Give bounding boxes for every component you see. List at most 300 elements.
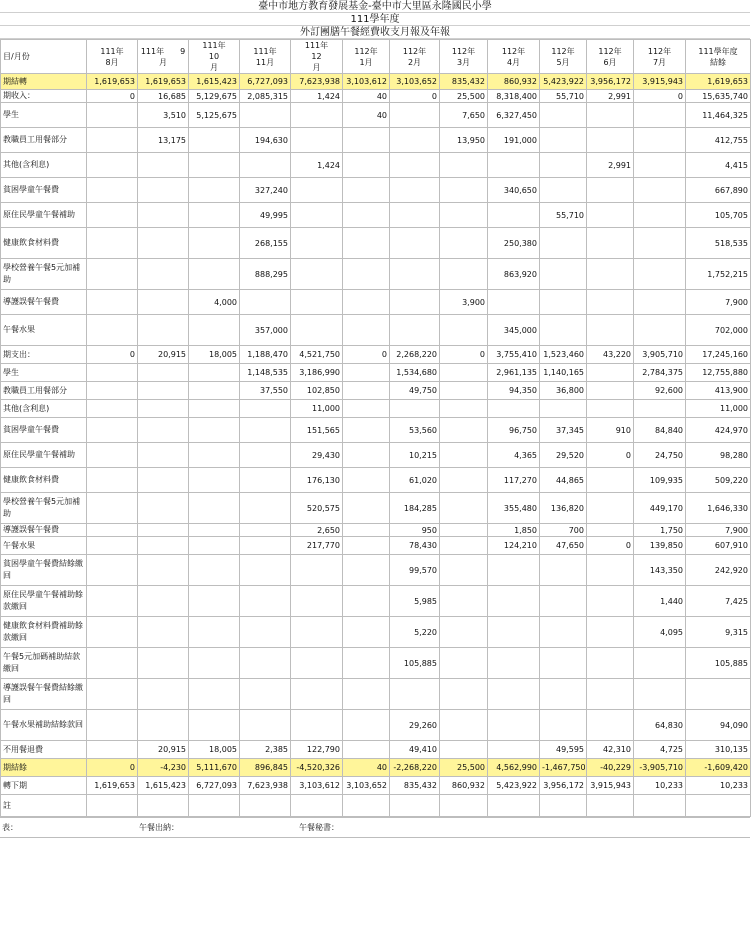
value-cell bbox=[343, 741, 390, 759]
value-cell bbox=[343, 617, 390, 648]
row-label: 學校營養午餐5元加補助 bbox=[1, 493, 87, 524]
value-cell: 835,432 bbox=[390, 777, 440, 795]
value-cell: 6,327,450 bbox=[488, 103, 540, 128]
value-cell bbox=[587, 128, 634, 153]
value-cell bbox=[587, 679, 634, 710]
value-cell: 7,623,938 bbox=[240, 777, 291, 795]
table-row bbox=[1, 90, 751, 103]
value-cell bbox=[189, 468, 240, 493]
value-cell: 176,130 bbox=[291, 468, 343, 493]
value-cell bbox=[440, 259, 488, 290]
value-cell bbox=[440, 382, 488, 400]
header-month-year: 112年 bbox=[501, 46, 526, 56]
value-cell bbox=[138, 364, 189, 382]
value-cell: 2,784,375 bbox=[634, 364, 686, 382]
value-cell: 7,623,938 bbox=[291, 74, 343, 90]
value-cell bbox=[343, 537, 390, 555]
value-cell bbox=[87, 228, 138, 259]
table-row bbox=[1, 290, 751, 315]
value-cell: 355,480 bbox=[488, 493, 540, 524]
value-cell bbox=[634, 128, 686, 153]
table-row bbox=[1, 648, 751, 679]
value-cell bbox=[587, 400, 634, 418]
value-cell: 12,755,880 bbox=[686, 364, 751, 382]
value-cell: 102,850 bbox=[291, 382, 343, 400]
value-cell: 3,905,710 bbox=[634, 346, 686, 364]
value-cell bbox=[87, 315, 138, 346]
row-label: 午餐水果 bbox=[1, 537, 87, 555]
value-cell bbox=[240, 468, 291, 493]
value-cell: 860,932 bbox=[440, 777, 488, 795]
value-cell bbox=[540, 128, 587, 153]
table-row bbox=[1, 759, 751, 777]
value-cell: 424,970 bbox=[686, 418, 751, 443]
value-cell bbox=[343, 382, 390, 400]
value-cell: 2,268,220 bbox=[390, 346, 440, 364]
value-cell bbox=[540, 555, 587, 586]
row-label: 健康飲食材料費補助餘款繳回 bbox=[1, 617, 87, 648]
value-cell bbox=[138, 382, 189, 400]
value-cell bbox=[189, 537, 240, 555]
value-cell bbox=[390, 400, 440, 418]
value-cell: 702,000 bbox=[686, 315, 751, 346]
row-label: 期結轉 bbox=[1, 74, 87, 90]
table-row bbox=[1, 493, 751, 524]
value-cell bbox=[440, 710, 488, 741]
table-row bbox=[1, 468, 751, 493]
value-cell: -2,268,220 bbox=[390, 759, 440, 777]
value-cell bbox=[87, 679, 138, 710]
value-cell bbox=[343, 128, 390, 153]
row-label: 期收入： bbox=[1, 90, 87, 103]
table-row bbox=[1, 400, 751, 418]
value-cell bbox=[587, 228, 634, 259]
value-cell bbox=[189, 443, 240, 468]
header-month-year: 111年 9 bbox=[140, 46, 186, 56]
value-cell bbox=[390, 128, 440, 153]
value-cell bbox=[87, 103, 138, 128]
value-cell bbox=[138, 228, 189, 259]
value-cell: 49,595 bbox=[540, 741, 587, 759]
row-label: 導護誤餐午餐費 bbox=[1, 524, 87, 537]
header-month-year: 112年 bbox=[354, 46, 378, 56]
value-cell bbox=[240, 617, 291, 648]
row-label: 其他(含利息) bbox=[1, 153, 87, 178]
value-cell: 3,103,612 bbox=[343, 74, 390, 90]
value-cell: 117,270 bbox=[488, 468, 540, 493]
value-cell bbox=[138, 259, 189, 290]
value-cell bbox=[138, 524, 189, 537]
value-cell: 667,890 bbox=[686, 178, 751, 203]
title-school: 臺中市地方教育發展基金-臺中市大里區永隆國民小學 bbox=[0, 0, 750, 13]
footer-label-cashier: 午餐出納： bbox=[137, 818, 297, 838]
value-cell bbox=[87, 153, 138, 178]
value-cell bbox=[189, 364, 240, 382]
table-row bbox=[1, 315, 751, 346]
value-cell: 1,850 bbox=[488, 524, 540, 537]
value-cell bbox=[87, 400, 138, 418]
value-cell: 7,900 bbox=[686, 290, 751, 315]
row-label: 轉下期 bbox=[1, 777, 87, 795]
value-cell bbox=[87, 178, 138, 203]
value-cell bbox=[634, 679, 686, 710]
value-cell: 3,103,652 bbox=[390, 74, 440, 90]
value-cell: -40,229 bbox=[587, 759, 634, 777]
header-month-12 bbox=[686, 40, 751, 74]
value-cell bbox=[634, 290, 686, 315]
value-cell: 11,464,325 bbox=[686, 103, 751, 128]
value-cell bbox=[189, 710, 240, 741]
value-cell bbox=[587, 203, 634, 228]
value-cell: 105,885 bbox=[390, 648, 440, 679]
header-month-label: 5月 bbox=[556, 57, 570, 67]
value-cell: 1,619,653 bbox=[87, 777, 138, 795]
value-cell: 3,103,612 bbox=[291, 777, 343, 795]
value-cell: 10,233 bbox=[634, 777, 686, 795]
value-cell bbox=[189, 679, 240, 710]
value-cell: 2,961,135 bbox=[488, 364, 540, 382]
value-cell bbox=[440, 679, 488, 710]
table-row bbox=[1, 679, 751, 710]
table-row bbox=[1, 741, 751, 759]
table-body bbox=[1, 74, 751, 817]
value-cell: -1,609,420 bbox=[686, 759, 751, 777]
value-cell bbox=[189, 795, 240, 817]
value-cell bbox=[587, 493, 634, 524]
value-cell: 1,646,330 bbox=[686, 493, 751, 524]
header-month-label: 月 bbox=[312, 63, 321, 72]
value-cell bbox=[87, 741, 138, 759]
value-cell: 37,345 bbox=[540, 418, 587, 443]
value-cell bbox=[390, 103, 440, 128]
value-cell bbox=[138, 418, 189, 443]
value-cell: 217,770 bbox=[291, 537, 343, 555]
value-cell bbox=[87, 537, 138, 555]
value-cell bbox=[291, 228, 343, 259]
value-cell bbox=[240, 153, 291, 178]
value-cell bbox=[440, 153, 488, 178]
value-cell: 9,315 bbox=[686, 617, 751, 648]
value-cell bbox=[390, 259, 440, 290]
value-cell bbox=[87, 290, 138, 315]
value-cell bbox=[440, 315, 488, 346]
value-cell bbox=[540, 617, 587, 648]
value-cell bbox=[343, 710, 390, 741]
value-cell bbox=[240, 795, 291, 817]
table-row bbox=[1, 777, 751, 795]
value-cell: 143,350 bbox=[634, 555, 686, 586]
value-cell: 10,233 bbox=[686, 777, 751, 795]
value-cell bbox=[440, 400, 488, 418]
header-month-year: 111學年度 bbox=[698, 46, 738, 56]
value-cell: 184,285 bbox=[390, 493, 440, 524]
value-cell: 4,415 bbox=[686, 153, 751, 178]
value-cell bbox=[291, 290, 343, 315]
value-cell bbox=[488, 400, 540, 418]
header-month-label: 結餘 bbox=[710, 57, 726, 67]
value-cell bbox=[138, 443, 189, 468]
value-cell: 3,755,410 bbox=[488, 346, 540, 364]
table-row bbox=[1, 203, 751, 228]
value-cell bbox=[686, 679, 751, 710]
value-cell bbox=[240, 586, 291, 617]
value-cell bbox=[587, 617, 634, 648]
value-cell bbox=[189, 203, 240, 228]
value-cell: 242,920 bbox=[686, 555, 751, 586]
value-cell bbox=[87, 555, 138, 586]
value-cell bbox=[343, 259, 390, 290]
table-row bbox=[1, 524, 751, 537]
value-cell: 11,000 bbox=[686, 400, 751, 418]
value-cell: 25,500 bbox=[440, 759, 488, 777]
row-label: 導護誤餐午餐費 bbox=[1, 290, 87, 315]
value-cell bbox=[440, 648, 488, 679]
value-cell bbox=[390, 203, 440, 228]
value-cell: 1,140,165 bbox=[540, 364, 587, 382]
footer-label-form: 表： bbox=[0, 818, 137, 838]
value-cell: 20,915 bbox=[138, 346, 189, 364]
value-cell bbox=[240, 400, 291, 418]
value-cell: 1,424 bbox=[291, 153, 343, 178]
value-cell: -1,467,750 bbox=[540, 759, 587, 777]
value-cell bbox=[634, 228, 686, 259]
value-cell: 4,000 bbox=[189, 290, 240, 315]
value-cell: 5,111,670 bbox=[189, 759, 240, 777]
value-cell: 7,425 bbox=[686, 586, 751, 617]
value-cell: 61,020 bbox=[390, 468, 440, 493]
value-cell: 5,423,922 bbox=[540, 74, 587, 90]
value-cell bbox=[189, 586, 240, 617]
value-cell: 55,710 bbox=[540, 203, 587, 228]
value-cell: 3,915,943 bbox=[587, 777, 634, 795]
value-cell: 64,830 bbox=[634, 710, 686, 741]
value-cell bbox=[189, 382, 240, 400]
value-cell bbox=[138, 537, 189, 555]
value-cell: 191,000 bbox=[488, 128, 540, 153]
value-cell bbox=[343, 178, 390, 203]
value-cell bbox=[138, 586, 189, 617]
value-cell bbox=[390, 228, 440, 259]
value-cell: 0 bbox=[390, 90, 440, 103]
value-cell bbox=[240, 555, 291, 586]
value-cell bbox=[634, 103, 686, 128]
value-cell: 0 bbox=[440, 346, 488, 364]
value-cell: 49,410 bbox=[390, 741, 440, 759]
value-cell bbox=[189, 648, 240, 679]
header-month-0 bbox=[87, 40, 138, 74]
value-cell bbox=[87, 493, 138, 524]
value-cell bbox=[390, 679, 440, 710]
value-cell bbox=[540, 315, 587, 346]
value-cell: 124,210 bbox=[488, 537, 540, 555]
value-cell: 310,135 bbox=[686, 741, 751, 759]
value-cell bbox=[390, 315, 440, 346]
value-cell bbox=[291, 710, 343, 741]
value-cell: 327,240 bbox=[240, 178, 291, 203]
row-label: 導護誤餐午餐費結餘繳回 bbox=[1, 679, 87, 710]
value-cell: 835,432 bbox=[440, 74, 488, 90]
value-cell bbox=[488, 795, 540, 817]
value-cell: 1,615,423 bbox=[138, 777, 189, 795]
value-cell: 40 bbox=[343, 759, 390, 777]
row-label: 原住民學童午餐補助 bbox=[1, 443, 87, 468]
value-cell: 2,991 bbox=[587, 153, 634, 178]
table-row bbox=[1, 153, 751, 178]
value-cell: 25,500 bbox=[440, 90, 488, 103]
header-month-year: 112年 bbox=[551, 46, 575, 56]
title-year: 111學年度 bbox=[0, 13, 750, 26]
header-month-year: 112年 bbox=[598, 46, 622, 56]
value-cell bbox=[87, 795, 138, 817]
value-cell: 449,170 bbox=[634, 493, 686, 524]
table-row bbox=[1, 259, 751, 290]
value-cell bbox=[587, 648, 634, 679]
value-cell bbox=[440, 228, 488, 259]
value-cell: 122,790 bbox=[291, 741, 343, 759]
table-row bbox=[1, 228, 751, 259]
row-label: 期支出： bbox=[1, 346, 87, 364]
value-cell bbox=[240, 648, 291, 679]
value-cell: 1,440 bbox=[634, 586, 686, 617]
value-cell: 44,865 bbox=[540, 468, 587, 493]
value-cell bbox=[634, 259, 686, 290]
value-cell: 0 bbox=[587, 537, 634, 555]
value-cell bbox=[343, 524, 390, 537]
value-cell bbox=[87, 203, 138, 228]
value-cell: 4,562,990 bbox=[488, 759, 540, 777]
value-cell bbox=[440, 468, 488, 493]
value-cell bbox=[240, 710, 291, 741]
header-month-5 bbox=[343, 40, 390, 74]
value-cell: 0 bbox=[634, 90, 686, 103]
row-label: 貧困學童午餐費 bbox=[1, 178, 87, 203]
value-cell: 1,148,535 bbox=[240, 364, 291, 382]
header-month-label: 4月 bbox=[506, 57, 521, 67]
value-cell bbox=[291, 259, 343, 290]
value-cell bbox=[189, 228, 240, 259]
value-cell bbox=[440, 555, 488, 586]
value-cell: 47,650 bbox=[540, 537, 587, 555]
row-label: 健康飲食材料費 bbox=[1, 228, 87, 259]
value-cell bbox=[138, 290, 189, 315]
value-cell: 16,685 bbox=[138, 90, 189, 103]
value-cell bbox=[587, 290, 634, 315]
value-cell bbox=[488, 617, 540, 648]
value-cell: -4,230 bbox=[138, 759, 189, 777]
value-cell bbox=[634, 400, 686, 418]
table-row bbox=[1, 74, 751, 90]
value-cell: 3,900 bbox=[440, 290, 488, 315]
header-month-year: 111年 12 bbox=[304, 41, 345, 61]
value-cell bbox=[189, 400, 240, 418]
value-cell: 5,220 bbox=[390, 617, 440, 648]
value-cell: 0 bbox=[87, 759, 138, 777]
header-month-label: 月 bbox=[210, 63, 218, 72]
row-label: 教職員工用餐部分 bbox=[1, 128, 87, 153]
value-cell: 896,845 bbox=[240, 759, 291, 777]
value-cell: 99,570 bbox=[390, 555, 440, 586]
row-label: 午餐5元加碼補助結款繳回 bbox=[1, 648, 87, 679]
value-cell bbox=[240, 290, 291, 315]
value-cell: 910 bbox=[587, 418, 634, 443]
header-month-10 bbox=[587, 40, 634, 74]
value-cell: 5,125,675 bbox=[189, 103, 240, 128]
value-cell: 105,885 bbox=[686, 648, 751, 679]
value-cell bbox=[587, 315, 634, 346]
value-cell: 40 bbox=[343, 103, 390, 128]
table-row bbox=[1, 364, 751, 382]
value-cell: 250,380 bbox=[488, 228, 540, 259]
value-cell: 0 bbox=[87, 90, 138, 103]
table-row bbox=[1, 555, 751, 586]
value-cell bbox=[343, 443, 390, 468]
value-cell bbox=[488, 679, 540, 710]
value-cell bbox=[343, 555, 390, 586]
value-cell: 24,750 bbox=[634, 443, 686, 468]
value-cell bbox=[390, 178, 440, 203]
header-month-2 bbox=[189, 40, 240, 74]
value-cell: 151,565 bbox=[291, 418, 343, 443]
value-cell bbox=[291, 128, 343, 153]
table-row bbox=[1, 103, 751, 128]
value-cell bbox=[138, 555, 189, 586]
value-cell bbox=[189, 259, 240, 290]
value-cell bbox=[291, 103, 343, 128]
value-cell: 0 bbox=[587, 443, 634, 468]
value-cell bbox=[87, 710, 138, 741]
value-cell bbox=[540, 228, 587, 259]
header-month-label: 8月 bbox=[105, 57, 119, 67]
value-cell bbox=[343, 228, 390, 259]
value-cell bbox=[390, 153, 440, 178]
row-label: 註 bbox=[1, 795, 87, 817]
value-cell: 3,956,172 bbox=[587, 74, 634, 90]
value-cell: 29,430 bbox=[291, 443, 343, 468]
value-cell bbox=[634, 315, 686, 346]
value-cell bbox=[291, 178, 343, 203]
value-cell: 1,424 bbox=[291, 90, 343, 103]
value-cell bbox=[634, 795, 686, 817]
value-cell bbox=[291, 203, 343, 228]
value-cell: 29,520 bbox=[540, 443, 587, 468]
table-row bbox=[1, 418, 751, 443]
value-cell: 4,365 bbox=[488, 443, 540, 468]
value-cell bbox=[587, 586, 634, 617]
header-corner: 目/月份 bbox=[1, 40, 87, 74]
value-cell: 4,725 bbox=[634, 741, 686, 759]
value-cell bbox=[343, 153, 390, 178]
value-cell: 1,619,653 bbox=[138, 74, 189, 90]
value-cell bbox=[343, 493, 390, 524]
value-cell: 863,920 bbox=[488, 259, 540, 290]
row-label: 午餐水果補助結餘款回 bbox=[1, 710, 87, 741]
header-month-year: 111年 bbox=[253, 46, 277, 56]
header-month-6 bbox=[390, 40, 440, 74]
value-cell bbox=[540, 679, 587, 710]
value-cell bbox=[587, 178, 634, 203]
value-cell: 2,650 bbox=[291, 524, 343, 537]
value-cell bbox=[138, 679, 189, 710]
value-cell bbox=[587, 259, 634, 290]
row-label: 原住民學童午餐補助餘款繳回 bbox=[1, 586, 87, 617]
table-row bbox=[1, 128, 751, 153]
header-month-label: 2月 bbox=[407, 57, 422, 67]
value-cell: 0 bbox=[87, 346, 138, 364]
value-cell bbox=[587, 555, 634, 586]
value-cell bbox=[189, 128, 240, 153]
value-cell bbox=[540, 648, 587, 679]
header-month-label: 6月 bbox=[603, 57, 617, 67]
